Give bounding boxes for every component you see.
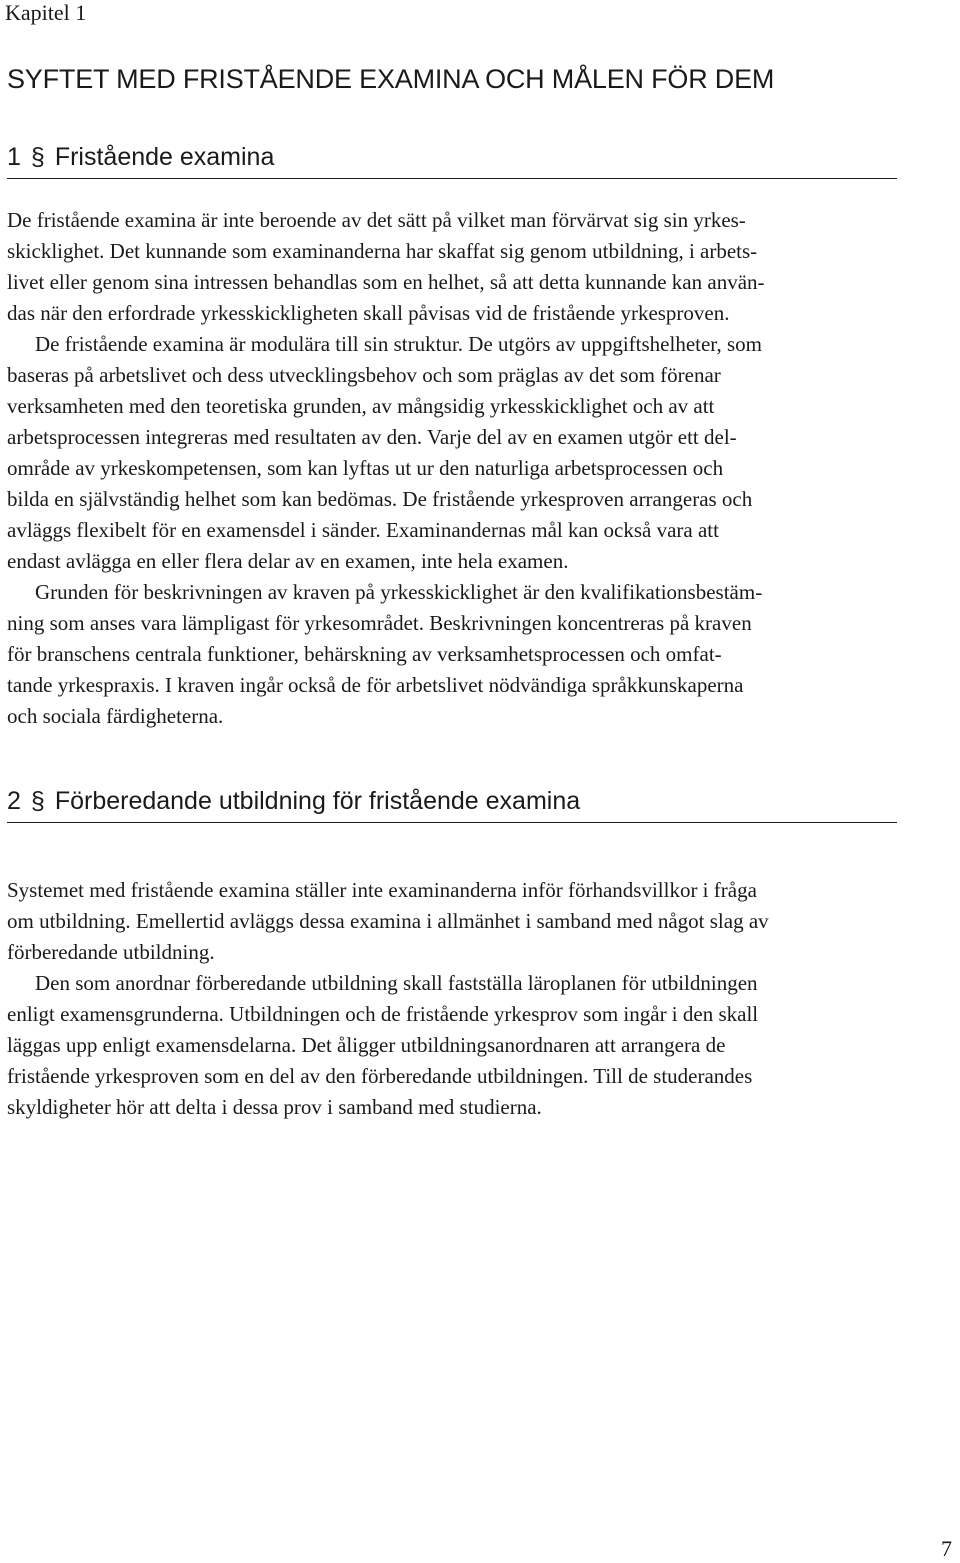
- section-heading-1: [7, 142, 897, 179]
- section-2-body: [7, 875, 947, 1123]
- section-title: Fristående examina: [54, 143, 275, 171]
- text-line: Systemet med fristående examina ställer inte examinanderna inför förhandsvillkor i fråga: [7, 878, 757, 902]
- text-line: arbetsprocessen integreras med resultaten av den. Varje del av en examen utgör ett del-: [7, 425, 737, 449]
- text-line: för branschens centrala funktioner, behärskning av verksamhetsprocessen och omfat-: [7, 642, 722, 666]
- text-line: das när den erfordrade yrkesskickligheten skall påvisas vid de fristående yrkesproven.: [7, 301, 730, 325]
- text-line: område av yrkeskompetensen, som kan lyftas ut ur den naturliga arbetsprocessen och: [7, 456, 724, 480]
- text-line: De fristående examina är inte beroende av det sätt på vilket man förvärvat sig sin yrkes-: [7, 208, 746, 232]
- text-line: ning som anses vara lämpligast för yrkesområdet. Beskrivningen koncentreras på kraven: [7, 611, 752, 635]
- section-1-body: [7, 205, 947, 732]
- text-line: De fristående examina är modulära till sin struktur. De utgörs av uppgiftshelheter, som: [35, 332, 762, 356]
- text-line: endast avlägga en eller flera delar av en examen, inte hela examen.: [7, 549, 569, 573]
- section-sign-icon: §: [30, 787, 45, 815]
- text-line: fristående yrkesproven som en del av den förberedande utbildningen. Till de studerandes: [7, 1064, 753, 1088]
- text-line: verksamheten med den teoretiska grunden, av mångsidig yrkesskicklighet och av att: [7, 394, 715, 418]
- text-line: Grunden för beskrivningen av kraven på yrkesskicklighet är den kvalifikationsbestäm-: [35, 580, 763, 604]
- text-line: bilda en självständig helhet som kan bedömas. De fristående yrkesproven arrangeras och: [7, 487, 753, 511]
- text-line: om utbildning. Emellertid avläggs dessa examina i allmänhet i samband med något slag av: [7, 909, 769, 933]
- chapter-label: Kapitel 1: [5, 0, 87, 25]
- section-sign-icon: §: [30, 143, 45, 171]
- text-line: livet eller genom sina intressen behandlas som en helhet, så att detta kunnande kan använ-: [7, 270, 765, 294]
- section-title: Förberedande utbildning för fristående examina: [54, 787, 581, 815]
- text-line: skyldigheter hör att delta i dessa prov i samband med studierna.: [7, 1095, 542, 1119]
- text-line: tande yrkespraxis. I kraven ingår också de för arbetslivet nödvändiga språkkunskaperna: [7, 673, 744, 697]
- text-line: och sociala färdigheterna.: [7, 704, 224, 728]
- text-line: baseras på arbetslivet och dess utvecklingsbehov och som präglas av det som förenar: [7, 363, 721, 387]
- text-line: läggas upp enligt examensdelarna. Det åligger utbildningsanordnaren att arrangera de: [7, 1033, 726, 1057]
- text-line: förberedande utbildning.: [7, 940, 215, 964]
- document-title: SYFTET MED FRISTÅENDE EXAMINA OCH MÅLEN FÖR DEM: [7, 64, 775, 94]
- text-line: avläggs flexibelt för en examensdel i sänder. Examinandernas mål kan också vara att: [7, 518, 719, 542]
- section-heading-2: [7, 786, 897, 823]
- section-number: 1: [7, 143, 21, 171]
- text-line: enligt examensgrunderna. Utbildningen och de fristående yrkesprov som ingår i den skall: [7, 1002, 759, 1026]
- text-line: Den som anordnar förberedande utbildning skall fastställa läroplanen för utbildningen: [35, 971, 758, 995]
- page-number: 7: [941, 1536, 952, 1561]
- section-number: 2: [7, 787, 21, 815]
- text-line: skicklighet. Det kunnande som examinanderna har skaffat sig genom utbildning, i arbets-: [7, 239, 758, 263]
